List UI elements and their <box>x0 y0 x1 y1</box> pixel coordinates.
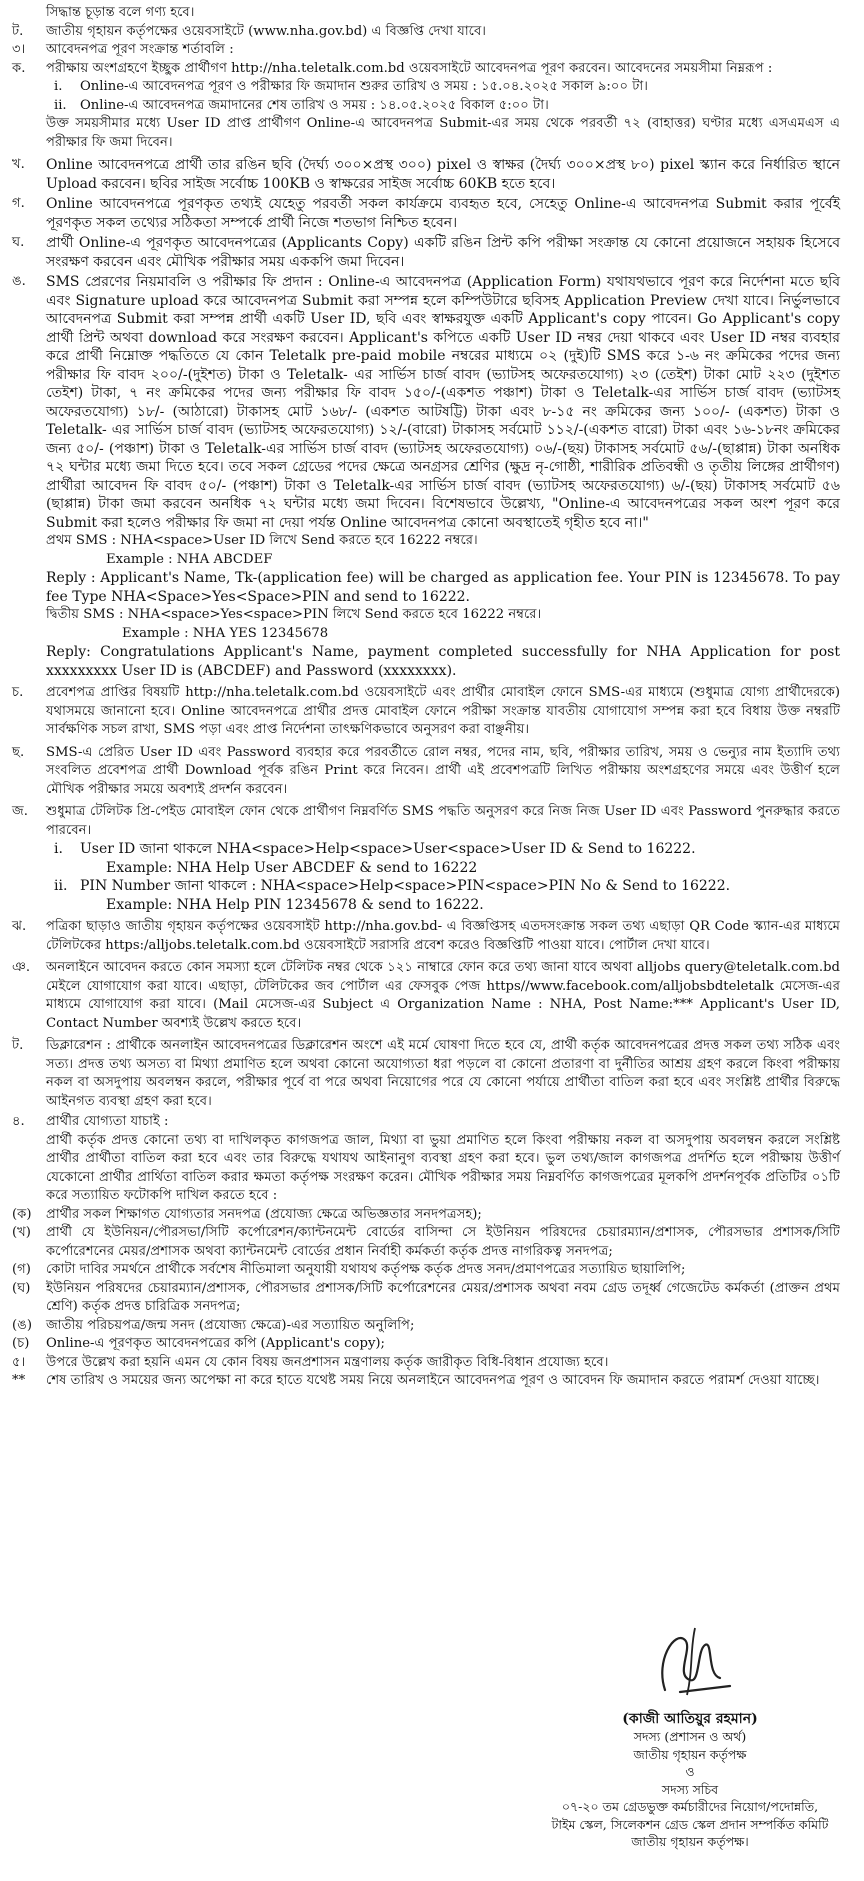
clause-ja-ii: ii. PIN Number জানা থাকলে : NHA<space>Help<space>PIN<space>PIN No & Send to 16222. <box>54 878 731 894</box>
clause-ka: ক. পরীক্ষায় অংশগ্রহণে ইচ্ছুক প্রার্থীগণ http://nha.teletalk.com.bd ওয়েবসাইটে আবেদনপত্র পূরণ করবেন। আবেদনের সময়সীমা নিম্নরূপ : i. Online-এ আবেদনপত্র পূরণ ও পরীক্ষার ফি জমাদান শুরুর তারিখ ও সময় : ১৫.০৪.২০২৫ সকাল ৯:০০ টা। ii. Online-এ আবেদনপত্র জমাদানের শেষ তারিখ ও সময় : ১৪.০৫.২০২৫ বিকাল ৫:০০ টা। উক্ত সময়সীমার মধ্যে User ID প্রাপ্ত প্রার্থীগণ Online-এ আবেদনপত্র Submit-এর সময় থেকে পরবর্তী ৭২ (বাহাত্তর) ঘণ্টার মধ্যে এসএমএস এ পরীক্ষার ফি জমা দিবেন। <box>8 60 840 153</box>
signatory-line: টাইম স্কেল, সিলেকশন গ্রেড স্কেল প্রদান সম্পর্কিত কমিটি <box>551 1816 829 1832</box>
clause-ka-i: i. Online-এ আবেদনপত্র পূরণ ও পরীক্ষার ফি জমাদান শুরুর তারিখ ও সময় : ১৫.০৪.২০২৫ সকাল ৯:০০ টা। <box>54 79 648 94</box>
sms-second-reply: Reply: Congratulations Applicant's Name, payment completed successfully for NHA Application for post xxxxxxxxx User ID is (ABCDEF) and Password (xxxxxxxx). <box>46 644 840 679</box>
signatory-line: জাতীয় গৃহায়ন কর্তৃপক্ষ। <box>631 1834 749 1849</box>
clause-gha: ঘ. প্রার্থী Online-এ পূরণকৃত আবেদনপত্রের (Applicants Copy) একটি রঙিন প্রিন্ট কপি পরীক্ষা সংক্রান্ত যে কোনো প্রয়োজনে সহায়ক হিসেবে সংরক্ষণ করবেন এবং মৌখিক পরীক্ষার সময় এককপি জমা দিবেন। <box>12 235 840 270</box>
doc-item: (চ) Online-এ পূরণকৃত আবেদনপত্রের কপি (Applicant's copy); <box>12 1336 385 1351</box>
clause-umo: ঙ. SMS প্রেরণের নিয়মাবলি ও পরীক্ষার ফি প্রদান : Online-এ আবেদনপত্র (Application Form) যথাযথভাবে পূরণ করে নির্দেশনা মতে ছবি এবং Signature upload করে আবেদনপত্র Submit করা সম্পন্ন হলে কম্পিউটারে ছবিসহ Application Preview দেখা যাবে। নির্ভুলভাবে আবেদনপত্র Submit করা সম্পন্ন প্রার্থী একটি User ID, ছবি এবং স্বাক্ষরযুক্ত একটি Applicant's copy পাবেন। Go Applicant's copy প্রার্থী প্রিন্ট অথবা download করে সংরক্ষণ করবেন। Applicant's কপিতে একটি User ID নম্বর দেয়া থাকবে এবং User ID নম্বর ব্যবহার করে প্রার্থী নিম্নোক্ত পদ্ধতিতে যে কোন Teletalk pre-paid mobile নম্বরের মাধ্যমে ০২ (দুই)টি SMS করে ১-৬ নং ক্রমিকের পদের জন্য পরীক্ষার ফি বাবদ ২০০/-(দুইশত) টাকা ও Teletalk- এর সার্ভিস চার্জ বাবদ (ভ্যাটসহ অফেরতযোগ্য) ২৩ (তেইশ) টাকা মোট ২২৩ (দুইশত তেইশ) টাকা, ৭ নং ক্রমিকের পদের জন্য পরীক্ষার ফি বাবদ ১৫০/-(একশত পঞ্চাশ) টাকা ও Teletalk-এর সার্ভিস চার্জ বাবদ (ভ্যাটসহ অফেরতযোগ্য) ১৮/- (আঠারো) টাকাসহ মোট ১৬৮/- (একশত আটষট্টি) টাকা এবং ৮-১৫ নং ক্রমিকের জন্য ১০০/- (একশত) টাকা ও Teletalk- এর সার্ভিস চার্জ বাবদ (ভ্যাটসহ অফেরতযোগ্য) ১২/-(বারো) টাকাসহ সর্বমোট ১১২/-(একশত বারো) টাকা এবং ১৬-১৮নং ক্রমিকের জন্য ৫০/- (পঞ্চাশ) টাকা ও Teletalk-এর সার্ভিস চার্জ বাবদ (ভ্যাটসহ অফেরতযোগ্য) ০৬/-(ছয়) টাকাসহ সর্বমোট ৫৬/-(ছাপ্পান্ন) টাকা অনধিক ৭২ ঘন্টার মধ্যে জমা দিতে হবে। তবে সকল গ্রেডের পদের ক্ষেত্রে অনগ্রসর শ্রেণির (ক্ষুদ্র নৃ-গোষ্ঠী, শারীরিক প্রতিবন্ধী ও তৃতীয় লিঙ্গের প্রার্থীগণ) প্রার্থীরা আবেদন ফি বাবদ ৫০/- (পঞ্চাশ) টাকা ও Teletalk-এর সার্ভিস চার্জ বাবদ (ভ্যাটসহ অফেরতযোগ্য) ৬/-(ছয়) টাকাসহ সর্বমোট ৫৬ (ছাপ্পান্ন) টাকা জমা করবেন অনধিক ৭২ ঘন্টার মধ্যে জমা দিবেন। বিশেষভাবে উল্লেখ্য, "Online-এ আবেদনপত্রের সকল অংশ পূরণ করে Submit করা হলেও পরীক্ষার ফি জমা না দেয়া পর্যন্ত Online আবেদনপত্র কোনো অবস্থাতেই গৃহীত হবে না।" প্রথম SMS : NHA<space>User ID লিখে Send করতে হবে 16222 নম্বরে। Example : NHA ABCDEF Reply : Applicant's Name, Tk-(application fee) will be charged as application fee. Your PIN is 12345678. To pay fee Type NHA<Space>Yes<Space>PIN and send to 16222. দ্বিতীয় SMS : NHA<space>Yes<space>PIN লিখে Send করতে হবে 16222 নম্বরে। Example : NHA YES 12345678 Reply: Congratulations Applicant's Name, payment completed successfully for NHA Application for post xxxxxxxxx User ID is (ABCDEF) and Password (xxxxxxxx). <box>12 274 840 679</box>
handwritten-signature <box>635 1620 745 1700</box>
section-5: ৫। উপরে উল্লেখ করা হয়নি এমন যে কোন বিষয় জনপ্রশাসন মন্ত্রণালয় কর্তৃক জারীকৃত বিধি-বিধান প্রযোজ্য হবে। <box>12 1354 609 1370</box>
signatory-line: সদস্য সচিব <box>661 1781 719 1797</box>
sms-second: দ্বিতীয় SMS : NHA<space>Yes<space>PIN লিখে Send করতে হবে 16222 নম্বরে। <box>46 607 542 622</box>
clause-ja: জ. শুধুমাত্র টেলিটক প্রি-পেইড মোবাইল ফোন থেকে প্রার্থীগণ নিম্নবর্ণিত SMS পদ্ধতি অনুসরণ করে নিজ নিজ User ID এবং Password পুনরুদ্ধার করতে পারবেন। i. User ID জানা থাকলে NHA<space>Help<space>User<space>User ID & Send to 16222. Example: NHA Help User ABCDEF & send to 16222 ii. PIN Number জানা থাকলে : NHA<space>Help<space>PIN<space>PIN No & Send to 16222. Example: NHA Help PIN 12345678 & send to 16222. <box>12 804 840 913</box>
signatory-line: সদস্য (প্রশাসন ও অর্থ) <box>633 1729 747 1744</box>
clause-ta-declaration: ট. ডিক্লারেশন : প্রার্থীকে অনলাইন আবেদনপত্রের ডিক্লারেশন অংশে এই মর্মে ঘোষণা দিতে হবে যে, প্রার্থী কর্তৃক আবেদনপত্রের প্রদত্ত সকল তথ্য সঠিক এবং সত্য। প্রদত্ত তথ্য অসত্য বা মিথ্যা প্রমাণিত হলে অথবা কোনো অযোগ্যতা ধরা পড়লে বা কোনো প্রতারণা বা দুর্নীতির আশ্রয় গ্রহণ করলে কিংবা পরীক্ষায় নকল বা অসদুপায় অবলম্বন করলে, পরীক্ষার পূর্বে বা পরে অথবা নিয়োগের পরে যে কোনো পর্যায়ে প্রার্থীতা বাতিল করা হবে এবং সংশ্লিষ্ট প্রার্থীর বিরুদ্ধে আইনগত ব্যবস্থা গ্রহণ করা হবে। <box>12 1038 840 1109</box>
section-4-text: প্রার্থী কর্তৃক প্রদত্ত কোনো তথ্য বা দাখিলকৃত কাগজপত্র জাল, মিথ্যা বা ভুয়া প্রমাণিত হলে কিংবা পরীক্ষায় নকল বা অসদুপায় অবলম্বন করলে সংশ্লিষ্ট প্রার্থীর প্রার্থীতা বাতিল করা হবে এবং তার বিরুদ্ধে যথাযথ আইনানুগ ব্যবস্থা গ্রহণ করা হবে। ভুল তথ্য/জাল কাগজপত্র প্রদর্শিত হলে পরীক্ষায় উত্তীর্ণ যেকোনো প্রার্থীর প্রার্থিতা বাতিল করার ক্ষমতা কর্তৃপক্ষ সংরক্ষণ করেন। মৌখিক পরীক্ষার সময় নিম্নবর্ণিত কাগজপত্রের মূলকপি প্রদর্শনপূর্বক প্রতিটির ০১টি করে সত্যায়িত ফটোকপি দাখিল করতে হবে : <box>46 1132 840 1203</box>
doc-item: (ঙ) জাতীয় পরিচয়পত্র/জন্ম সনদ (প্রযোজ্য ক্ষেত্রে)-এর সত্যায়িত অনুলিপি; <box>12 1317 415 1333</box>
doc-item: (ক) প্রার্থীর সকল শিক্ষাগত যোগ্যতার সনদপত্র (প্রযোজ্য ক্ষেত্রে অভিজ্ঞতার সনদপত্রসহ); <box>12 1206 482 1222</box>
clause-ja-ii-example: Example: NHA Help PIN 12345678 & send to 16222. <box>106 896 484 913</box>
footnote-advice: ** শেষ তারিখ ও সময়ের জন্য অপেক্ষা না করে হাতে যথেষ্ট সময় নিয়ে অনলাইনে আবেদনপত্র পূরণ ও আবেদন ফি জমাদান করতে পরামর্শ দেওয়া যাচ্ছে। <box>12 1373 820 1388</box>
top-line: সিদ্ধান্ত চূড়ান্ত বলে গণ্য হবে। <box>46 5 195 20</box>
clause-jha: ঝ. পত্রিকা ছাড়াও জাতীয় গৃহায়ন কর্তৃপক্ষের ওয়েবসাইট http://nha.gov.bd- এ বিজ্ঞপ্তিসহ এতদসংক্রান্ত সকল তথ্য এছাড়া QR Code স্ক্যান-এর মাধ্যমে টেলিটকের https:/alljobs.teletalk.com.bd ওয়েবসাইটে সরাসরি প্রবেশ করেও বিজ্ঞপ্তিটি পাওয়া যাবে। পোর্টাল দেখা যাবে। <box>12 919 840 953</box>
sms-second-example: Example : NHA YES 12345678 <box>122 625 329 641</box>
clause-nya: ঞ. অনলাইনে আবেদন করতে কোন সমস্যা হলে টেলিটক নম্বর থেকে ১২১ নাম্বারে ফোন করে তথ্য জানা যাবে অথবা alljobs query@teletalk.com.bd মেইলে যোগাযোগ করা যাবে। এছাড়া, টেলিটকের জব পোর্টাল এর ফেসবুক পেজ https//www.facebook.com/alljobsbdteletalk মেসেজ-এর মাধ্যমে যোগাযোগ করা যাবে। (Mail মেসেজ-এর Subject এ Organization Name : NHA, Post Name:*** Applicant's User ID, Contact Number অবশ্যই উল্লেখ করতে হবে। <box>12 960 840 1031</box>
clause-cha: চ. প্রবেশপত্র প্রাপ্তির বিষয়টি http://nha.teletalk.com.bd ওয়েবসাইটে এবং প্রার্থীর মোবাইল ফোনে SMS-এর মাধ্যমে (শুধুমাত্র যোগ্য প্রার্থীদেরকে) যথাসময়ে জানানো হবে। Online আবেদনপত্রে প্রার্থীর প্রদত্ত মোবাইল ফোনে পরীক্ষা সংক্রান্ত যাবতীয় যোগাযোগ সম্পন্ন করা হবে বিধায় উক্ত নম্বরটি সার্বক্ষণিক সচল রাখা, SMS পড়া এবং প্রাপ্ত নির্দেশনা তাৎক্ষণিকভাবে অনুসরণ করা বাঞ্ছনীয়। <box>12 685 840 737</box>
clause-ka-note: উক্ত সময়সীমার মধ্যে User ID প্রাপ্ত প্রার্থীগণ Online-এ আবেদনপত্র Submit-এর সময় থেকে পরবর্তী ৭২ (বাহাত্তর) ঘণ্টার মধ্যে এসএমএস এ পরীক্ষার ফি জমা দিবেন। <box>46 116 840 150</box>
clause-ja-i: i. User ID জানা থাকলে NHA<space>Help<space>User<space>User ID & Send to 16222. <box>54 841 696 857</box>
doc-item: (গ) কোটা দাবির সমর্থনে প্রার্থীকে সর্বশেষ নীতিমালা অনুযায়ী যথাযথ কর্তৃপক্ষ কর্তৃক প্রদত্ত সনদ/প্রমাণপত্রের সত্যায়িত ছায়ালিপি; <box>12 1262 686 1277</box>
section-3-heading: ৩। আবেদনপত্র পূরণ সংক্রান্ত শর্তাবলি : <box>12 42 234 57</box>
signature-block <box>530 1620 850 1851</box>
signatory-line: ০৭-২০ তম গ্রেডভুক্ত কর্মচারীদের নিয়োগ/পদোন্নতি, <box>561 1799 819 1814</box>
sms-first-example: Example : NHA ABCDEF <box>106 551 273 567</box>
signatory-name: (কাজী আতিয়ুর রহমান) <box>622 1710 758 1727</box>
doc-item: (ঘ) ইউনিয়ন পরিষদের চেয়ারম্যান/প্রশাসক, পৌরসভার প্রশাসক/সিটি কর্পোরেশনের মেয়র/প্রশাসক অথবা নবম গ্রেড তদূর্ধ্ব গেজেটেড কর্মকর্তা (প্রাক্তন প্রথম শ্রেণি) কর্তৃক প্রদত্ত চারিত্রিক সনদপত্র; <box>12 1280 840 1314</box>
doc-item: (খ) প্রার্থী যে ইউনিয়ন/পৌরসভা/সিটি কর্পোরেশন/ক্যান্টনমেন্ট বোর্ডের বাসিন্দা সে ইউনিয়ন পরিষদের চেয়ারম্যান/প্রশাসক, পৌরসভার প্রশাসক/সিটি কর্পোরেশনের মেয়র/প্রশাসক অথবা ক্যান্টনমেন্ট বোর্ডের প্রধান নির্বাহী কর্মকর্তা কর্তৃক প্রদত্ত নাগরিকত্ব সনদপত্র; <box>12 1225 840 1259</box>
clause-kha: খ. Online আবেদনপত্রে প্রার্থী তার রঙিন ছবি (দৈর্ঘ্য ৩০০×প্রস্থ ৩০০) pixel ও স্বাক্ষর (দৈর্ঘ্য ৩০০×প্রস্থ ৮০) pixel স্ক্যান করে নির্ধারিত স্থানে Upload করবেন। ছবির সাইজ সর্বোচ্চ 100KB ও স্বাক্ষরের সাইজ সর্বোচ্চ 60KB হতে হবে। <box>12 157 840 192</box>
clause-ja-i-example: Example: NHA Help User ABCDEF & send to 16222 <box>106 859 478 876</box>
signatory-line: জাতীয় গৃহায়ন কর্তৃপক্ষ <box>633 1746 747 1762</box>
sms-first-reply: Reply : Applicant's Name, Tk-(application fee) will be charged as application fee. Your PIN is 12345678. To pay fee Type NHA<Space>Yes<Space>PIN and send to 16222. <box>46 570 840 605</box>
clause-ka-ii: ii. Online-এ আবেদনপত্র জমাদানের শেষ তারিখ ও সময় : ১৪.০৫.২০২৫ বিকাল ৫:০০ টা। <box>54 97 549 113</box>
sms-first: প্রথম SMS : NHA<space>User ID লিখে Send করতে হবে 16222 নম্বরে। <box>46 533 478 548</box>
signatory-line: ও <box>685 1764 695 1779</box>
clause-ga: গ. Online আবেদনপত্রে পূরণকৃত তথ্যই যেহেতু পরবর্তী সকল কার্যক্রমে ব্যবহৃত হবে, সেহেতু Online-এ আবেদনপত্র Submit করার পূর্বেই পূরণকৃত সকল তথ্যের সঠিকতা সম্পর্কে প্রার্থী নিজে শতভাগ নিশ্চিত হবেন। <box>12 196 840 231</box>
clause-ta: ট. জাতীয় গৃহায়ন কর্তৃপক্ষের ওয়েবসাইটে (www.nha.gov.bd) এ বিজ্ঞপ্তি দেখা যাবে। <box>12 23 487 39</box>
section-4-heading: ৪. প্রার্থীর যোগ্যতা যাচাই : <box>12 1114 169 1129</box>
clause-chha: ছ. SMS-এ প্রেরিত User ID এবং Password ব্যবহার করে পরবর্তীতে রোল নম্বর, পদের নাম, ছবি, পরীক্ষার তারিখ, সময় ও ভেন্যুর নাম ইত্যাদি তথ্য সংবলিত প্রবেশপত্র প্রার্থী Download পূর্বক রঙিন Print করে নিবেন। প্রার্থী এই প্রবেশপত্রটি লিখিত পরীক্ষায় অংশগ্রহণের সময়ে এবং উত্তীর্ণ হলে মৌখিক পরীক্ষার সময়ে অবশ্যই প্রদর্শন করবেন। <box>12 744 840 797</box>
